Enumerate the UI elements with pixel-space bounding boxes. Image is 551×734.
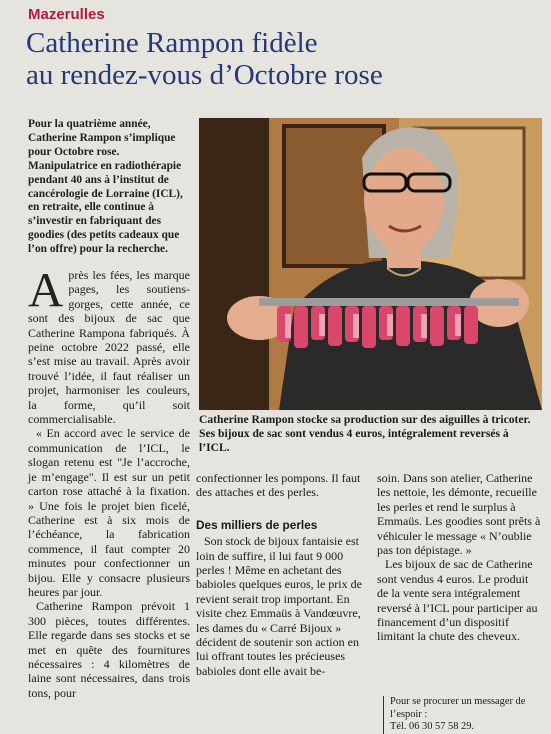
drop-cap: A — [28, 262, 64, 317]
contact-box — [383, 696, 550, 734]
paragraph-text: près les fées, les marque pages, les soutiens-gorges, cette année, ce sont des bijoux de sac que Catherine Rampona fabriqués. À peine octobre 2022 passé, elle s’est mise au travail. Après avoir trouvé l’idée, il faut réaliser un projet, harmoniser les couleurs, la forme, qu’il soit commercialisable. — [28, 268, 190, 427]
paragraph: confectionner les pompons. Il faut des attaches et des perles. — [196, 471, 361, 500]
headline-line-2: au rendez-vous d’Octobre rose — [26, 59, 383, 91]
article-column-3 — [377, 471, 542, 644]
paragraph: Son stock de bijoux fantaisie est loin de suffire, il lui faut 9 000 perles ! Même en achetant des babioles quelques euros, le prix de revient serait trop important. En visite chez Emmaüs à Vandœuvre, les dames du « Carré Bijoux » décident de soutenir son action en lui offrant toutes les précieuses babioles dont elle avait be- — [196, 534, 362, 678]
lead-paragraph: Pour la quatrième année, Catherine Rampon s’implique pour Octobre rose. Manipulatrice en radiothérapie pendant 40 ans à l’institut de cancérologie de Lorraine (ICL), en retraite, elle continue à s’investir en fabriquant des goodies (des petits cadeaux que l’on offre) pour la recherche. — [28, 118, 183, 256]
article-column-1 — [28, 262, 190, 700]
headline-line-1: Catherine Rampon fidèle — [26, 27, 318, 59]
paragraph — [28, 262, 190, 427]
subheading: Des milliers de perles — [196, 517, 318, 532]
paragraph: « En accord avec le service de communication de l’ICL, le slogan retenu est "Je l’accroche, je m’engage". Il est sur un petit carton rose attaché à la fixation. » Une fois le projet bien ficelé, Catherine est à six mois de l’échéance, la fabrication commence, il faut compter 20 minutes pour confectionner un bijou. Elle y consacre plusieurs heures par jour. — [28, 426, 190, 599]
headline — [26, 27, 536, 91]
photo-caption: Catherine Rampon stocke sa production sur des aiguilles à tricoter. Ses bijoux de sac sont vendus 4 euros, intégralement reversés à l’ICL. — [199, 413, 531, 454]
contact-phone: Tél. 06 30 57 58 29. — [390, 721, 474, 733]
article-photo — [199, 118, 542, 410]
paragraph: Les bijoux de sac de Catherine sont vendus 4 euros. Le produit de la vente sera intégralement reversé à l’ICL pour participer au financement d’un dispositif limitant la chute des cheveux. — [377, 557, 538, 644]
article-column-2 — [196, 471, 366, 678]
paragraph: Catherine Rampon prévoit 1 300 pièces, toutes différentes. Elle regarde dans ses stocks et se met en quête des fournitures nécessaires : 4 kilomètres de laine sont nécessaires, dans trois tons, pour — [28, 599, 190, 700]
paragraph: soin. Dans son atelier, Catherine les nettoie, les démonte, recueille les perles et rend le surplus à Emmaüs. Les goodies sont prêts à véhiculer le message « N’oublie pas ton dépistage. » — [377, 471, 541, 558]
contact-text: Pour se procurer un messager de l’espoir : — [390, 696, 526, 720]
photo-illustration — [199, 118, 542, 410]
section-kicker: Mazerulles — [28, 6, 105, 23]
